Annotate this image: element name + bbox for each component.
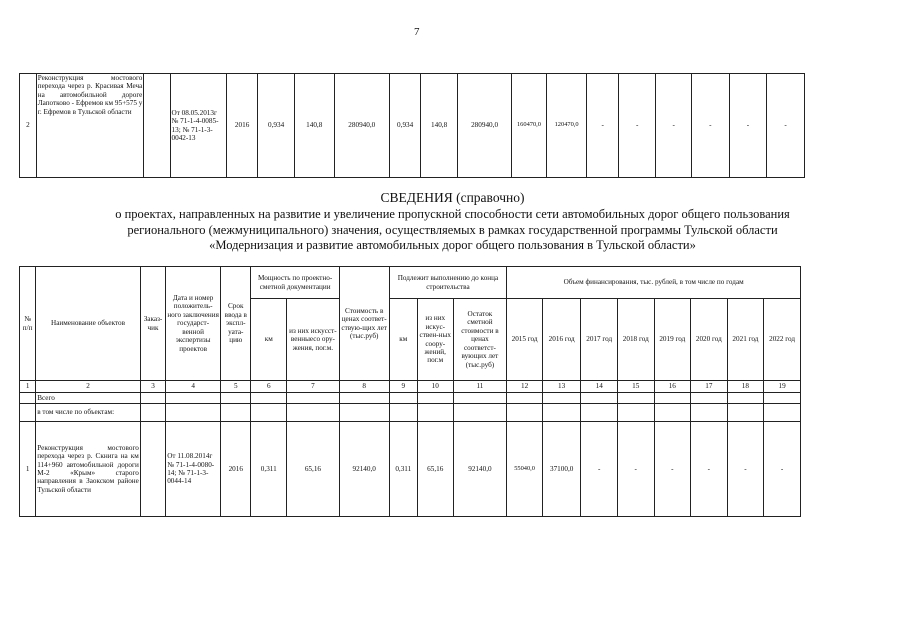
header-year-2022: 2022 год [764,299,801,381]
y2015-cell: 160470,0 [512,74,546,178]
col-number: 2 [36,381,141,393]
header-year-2020: 2020 год [691,299,728,381]
subtitle-line-3: «Модернизация и развитие автомобильных дорог общего пользования в Тульской области» [209,238,696,252]
y2015-cell: 55040,0 [507,422,543,517]
col-number: 10 [417,381,453,393]
header-finance: Объем финансирования, тыс. рублей, в том числе по годам [507,267,801,299]
rem-cost-cell: 280940,0 [457,74,511,178]
header-customer: Заказ-чик [140,267,165,381]
page-number: 7 [414,26,420,38]
cost-cell: 92140,0 [339,422,389,517]
col-number: 5 [221,381,251,393]
y2022-cell: - [764,422,801,517]
header-year-2018: 2018 год [617,299,654,381]
header-rem-cost: Остаток сметной стоимости в ценах соответст-вующих лет (тыс.руб) [453,299,507,381]
incl-label: в том числе по объектам: [36,404,141,422]
subtitle-line-2: регионального (межмуниципального) значения, осуществляемых в рамках государственной программы Тульской области [127,222,778,237]
header-year-2019: 2019 год [654,299,691,381]
km-cell: 0,934 [258,74,295,178]
header-expertise: Дата и номер положитель-ного заключения государст-венной экспертизы проектов [166,267,221,381]
y2021-cell: - [727,422,764,517]
column-number-row [20,381,801,393]
header-term: Срок ввода в экспл-уата-цию [221,267,251,381]
col-number: 14 [581,381,618,393]
col-number: 3 [140,381,165,393]
total-row [20,393,801,404]
expertise-cell: От 11.08.2014г № 71-1-4-0080-14; № 71-1-3-0044-14 [166,422,221,517]
cost-cell: 280940,0 [334,74,389,178]
col-number: 4 [166,381,221,393]
object-name: Реконструкция мостового перехода через р. Скнига на км 114+960 автомобильной дороги М-2 «Крым» старого направления в Заокском районе Тульской области [36,422,141,517]
header-capacity: Мощность по проектно-сметной документации [251,267,339,299]
pm-cell: 140,8 [294,74,334,178]
col-number: 18 [727,381,764,393]
y2018-cell: - [617,422,654,517]
header-rem-art: из них искус-ствен-ных соору-жений, пог.м [417,299,453,381]
y2017-cell: - [581,422,618,517]
customer-cell [140,422,165,517]
header-year-2016: 2016 год [542,299,581,381]
object-name: Реконструкция мостового перехода через р. Красивая Меча на автомобильной дороге Лапотково - Ефремов км 95+575 у г. Ефремов в Тульской области [36,74,144,178]
y2017-cell: - [587,74,618,178]
col-number: 13 [542,381,581,393]
rem-km-cell: 0,934 [389,74,420,178]
rem-cost-cell: 92140,0 [453,422,507,517]
header-year-2021: 2021 год [727,299,764,381]
total-label: Всего [36,393,141,404]
continuation-table [19,73,805,178]
rem-pm-cell: 140,8 [421,74,458,178]
y2019-cell: - [656,74,692,178]
col-number: 8 [339,381,389,393]
col-number: 15 [617,381,654,393]
y2020-cell: - [691,74,729,178]
header-year-2017: 2017 год [581,299,618,381]
rem-pm-cell: 65,16 [417,422,453,517]
header-object: Наименование объектов [36,267,141,381]
table-row [20,422,801,517]
customer-cell [144,74,170,178]
incl-row [20,404,801,422]
header-cost: Стоимость в ценах соответ-ствую-щих лет (тыс.руб) [339,267,389,381]
projects-table [19,266,801,517]
y2019-cell: - [654,422,691,517]
rem-km-cell: 0,311 [389,422,417,517]
pm-cell: 65,16 [287,422,340,517]
y2016-cell: 37100,0 [542,422,581,517]
header-rem-km: км [389,299,417,381]
col-number: 19 [764,381,801,393]
document-subtitle [0,207,905,254]
row-number: 2 [20,74,37,178]
expertise-cell: От 08.05.2013г № 71-1-4-0085-13; № 71-1-3-0042-13 [170,74,226,178]
term-cell: 2016 [226,74,257,178]
col-number: 9 [389,381,417,393]
y2018-cell: - [618,74,656,178]
row-number: 1 [20,422,36,517]
header-remaining: Подлежит выполнению до конца строительства [389,267,507,299]
y2020-cell: - [691,422,728,517]
y2016-cell: 120470,0 [546,74,587,178]
document-title: СВЕДЕНИЯ (справочно) [380,190,525,205]
col-number: 1 [20,381,36,393]
header-row [20,267,801,299]
term-cell: 2016 [221,422,251,517]
col-number: 11 [453,381,507,393]
y2021-cell: - [729,74,767,178]
header-km: км [251,299,287,381]
col-number: 6 [251,381,287,393]
col-number: 16 [654,381,691,393]
table-row [20,74,805,178]
col-number: 17 [691,381,728,393]
header-artificial: из них искусст-венныесо ору-жения, пог.м. [287,299,340,381]
subtitle-line-1: о проектах, направленных на развитие и увеличение пропускной способности сети автомобильных дорог общего пользования [115,207,790,221]
col-number: 12 [507,381,543,393]
header-num: № п/п [20,267,36,381]
header-year-2015: 2015 год [507,299,543,381]
km-cell: 0,311 [251,422,287,517]
y2022-cell: - [767,74,805,178]
col-number: 7 [287,381,340,393]
